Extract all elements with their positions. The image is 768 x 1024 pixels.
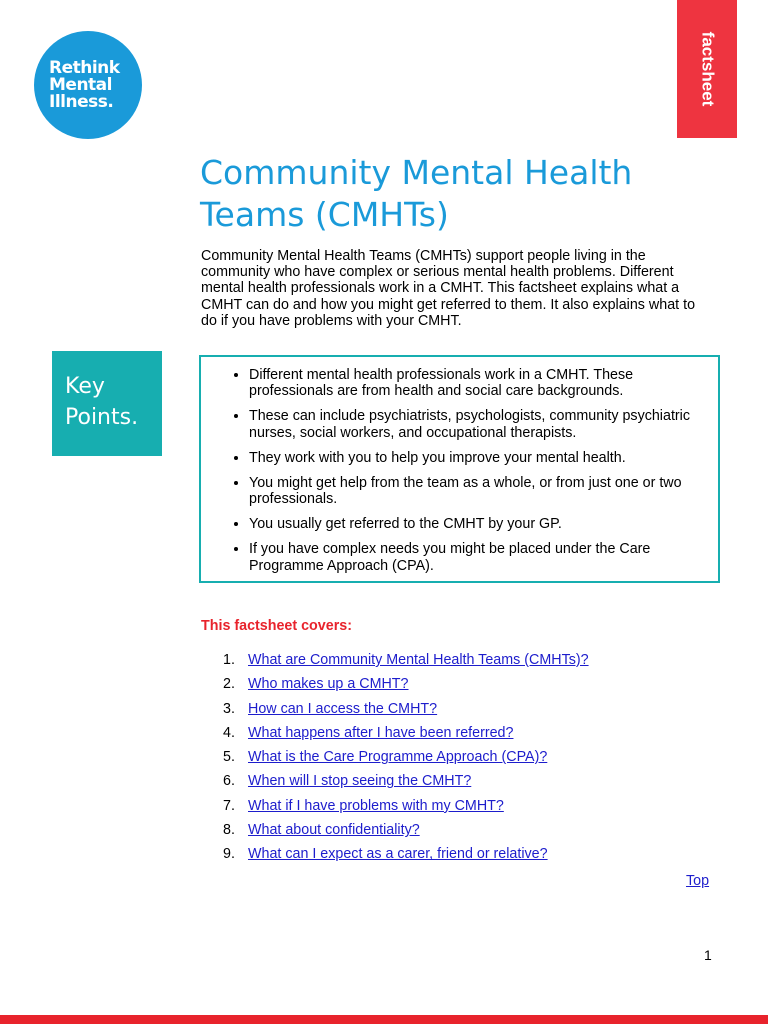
toc-item — [200, 648, 700, 672]
key-points-label — [52, 351, 162, 456]
toc-item — [200, 794, 700, 818]
key-point-item: • These can include psychiatrists, psychologists, community psychiatric nurses, social workers, and occupational therapists. — [249, 408, 706, 441]
toc-number: 9. — [223, 846, 235, 863]
toc-link[interactable]: What is the Care Programme Approach (CPA)? — [248, 749, 548, 766]
toc-item — [200, 672, 700, 696]
toc-link[interactable]: What if I have problems with my CMHT? — [248, 797, 504, 814]
toc-link[interactable]: How can I access the CMHT? — [248, 700, 438, 717]
intro-paragraph: Community Mental Health Teams (CMHTs) support people living in the community who have complex or serious mental health problems. Different mental health professionals work in a CMHT. This factsheet explains what a CMHT can do and how you might get referred to them. It also explains what to do if you have problems with your CMHT. — [201, 248, 696, 329]
key-point-item: • They work with you to help you improve your mental health. — [249, 450, 706, 466]
toc-number: 1. — [223, 652, 235, 668]
logo-line-3: Illness. — [49, 91, 114, 112]
page-number: 1 — [704, 947, 712, 963]
toc-link[interactable]: What about confidentiality? — [248, 822, 420, 839]
toc-link[interactable]: What happens after I have been referred? — [248, 724, 514, 741]
top-link[interactable]: Top — [686, 873, 710, 889]
toc-number: 4. — [223, 724, 235, 741]
key-point-item: • Different mental health professionals work in a CMHT. These professionals are from health and social care backgrounds. — [249, 367, 706, 400]
rethink-logo — [34, 31, 142, 139]
table-of-contents — [200, 648, 700, 867]
footer-bar — [0, 1015, 768, 1024]
key-points-box — [199, 355, 720, 583]
toc-item — [200, 697, 700, 721]
key-points-label-line-2: Points. — [65, 405, 139, 430]
logo-line-2: Mental — [49, 74, 112, 95]
toc-link[interactable]: What are Community Mental Health Teams (CMHTs)? — [248, 652, 589, 668]
toc-link[interactable]: What can I expect as a carer, friend or relative? — [248, 846, 548, 863]
key-points-list — [201, 367, 706, 574]
key-points-label-line-1: Key — [65, 374, 105, 399]
toc-link[interactable]: When will I stop seeing the CMHT? — [248, 773, 472, 790]
toc-number: 5. — [223, 749, 235, 766]
toc-item — [200, 745, 700, 769]
toc-number: 7. — [223, 797, 235, 814]
toc-number: 3. — [223, 700, 235, 717]
covers-heading: This factsheet covers: — [201, 618, 352, 634]
key-point-item: • You usually get referred to the CMHT by your GP. — [249, 516, 706, 532]
toc-item — [200, 721, 700, 745]
toc-number: 8. — [223, 822, 235, 839]
toc-link[interactable]: Who makes up a CMHT? — [248, 676, 409, 693]
toc-item — [200, 769, 700, 793]
key-point-item: • You might get help from the team as a whole, or from just one or two professionals. — [249, 475, 706, 508]
factsheet-tab — [677, 0, 737, 138]
key-point-item: • If you have complex needs you might be placed under the Care Programme Approach (CPA). — [249, 541, 706, 574]
factsheet-tab-label: factsheet — [698, 31, 718, 107]
logo-line-1: Rethink — [49, 57, 120, 78]
toc-number: 6. — [223, 773, 235, 790]
toc-item — [200, 842, 700, 866]
toc-item — [200, 818, 700, 842]
toc-number: 2. — [223, 676, 235, 693]
page-title: Community Mental Health Teams (CMHTs) — [200, 153, 633, 234]
